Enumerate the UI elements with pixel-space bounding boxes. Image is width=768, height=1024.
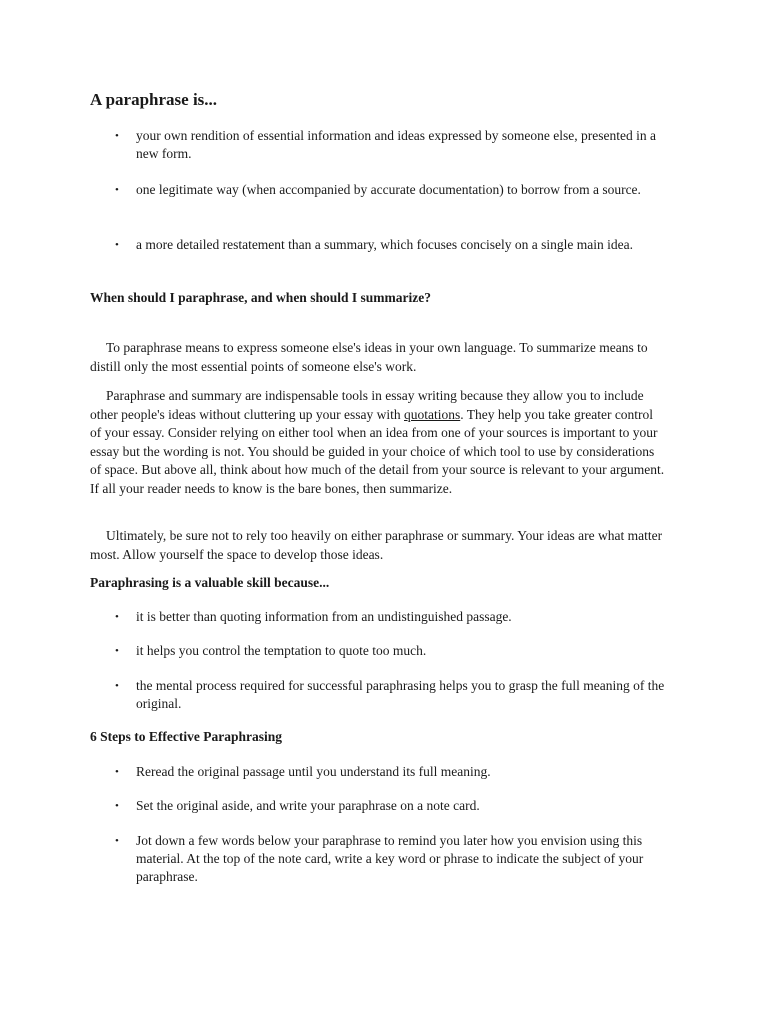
list-item-text: one legitimate way (when accompanied by accurate documentation) to borrow from a source.	[136, 182, 641, 197]
bullet-icon: •	[115, 130, 119, 142]
bullet-icon: •	[115, 766, 119, 778]
bullet-icon: •	[115, 239, 119, 251]
list-item-text: Jot down a few words below your paraphrase to remind you later how you envision using this material. At the top of the note card, write a key word or phrase to indicate the subject of your paraphrase.	[136, 833, 644, 884]
paragraph: To paraphrase means to express someone else's ideas in your own language. To summarize means to distill only the most essential points of someone else's work.	[90, 340, 648, 374]
heading-when-paraphrase: When should I paraphrase, and when should I summarize?	[90, 290, 431, 305]
paragraph	[90, 387, 665, 498]
bullet-icon: •	[115, 800, 119, 812]
list-item-text: it is better than quoting information from an undistinguished passage.	[136, 609, 512, 624]
list-item-text: Set the original aside, and write your paraphrase on a note card.	[136, 798, 480, 813]
heading-six-steps: 6 Steps to Effective Paraphrasing	[90, 729, 282, 744]
quotations-link[interactable]: quotations	[404, 406, 461, 422]
heading-valuable-skill: Paraphrasing is a valuable skill because...	[90, 575, 330, 590]
list-item-text: your own rendition of essential information and ideas expressed by someone else, presented in a new form.	[136, 128, 656, 161]
list-item-text: a more detailed restatement than a summary, which focuses concisely on a single main idea.	[136, 237, 633, 252]
bullet-icon: •	[115, 680, 119, 692]
paragraph: Ultimately, be sure not to rely too heavily on either paraphrase or summary. Your ideas are what matter most. Allow yourself the space to develop those ideas.	[90, 528, 663, 562]
bullet-icon: •	[115, 184, 119, 196]
bullet-icon: •	[115, 611, 119, 623]
paragraph-text: . They help you take greater control of your essay. Consider relying on either tool when an idea from one of your sources is important to your essay but the wording is not. You should be guided in your choice of which tool to use by considerations of space. But above all, think about how much of the detail from your source is relevant to your argument. If all your reader needs to know is the bare bones, then summarize.	[90, 406, 665, 496]
paragraph-text: Paraphrase and summary are indispensable tools in essay writing because they allow you to include other people's ideas without cluttering up your essay with	[90, 388, 644, 422]
bullet-icon: •	[115, 835, 119, 847]
heading-paraphrase-is: A paraphrase is...	[90, 90, 218, 109]
list-item-text: it helps you control the temptation to quote too much.	[136, 643, 427, 658]
list-item-text: Reread the original passage until you understand its full meaning.	[136, 764, 491, 779]
list-item-text: the mental process required for successful paraphrasing helps you to grasp the full meaning of the original.	[136, 678, 665, 711]
bullet-icon: •	[115, 645, 119, 657]
